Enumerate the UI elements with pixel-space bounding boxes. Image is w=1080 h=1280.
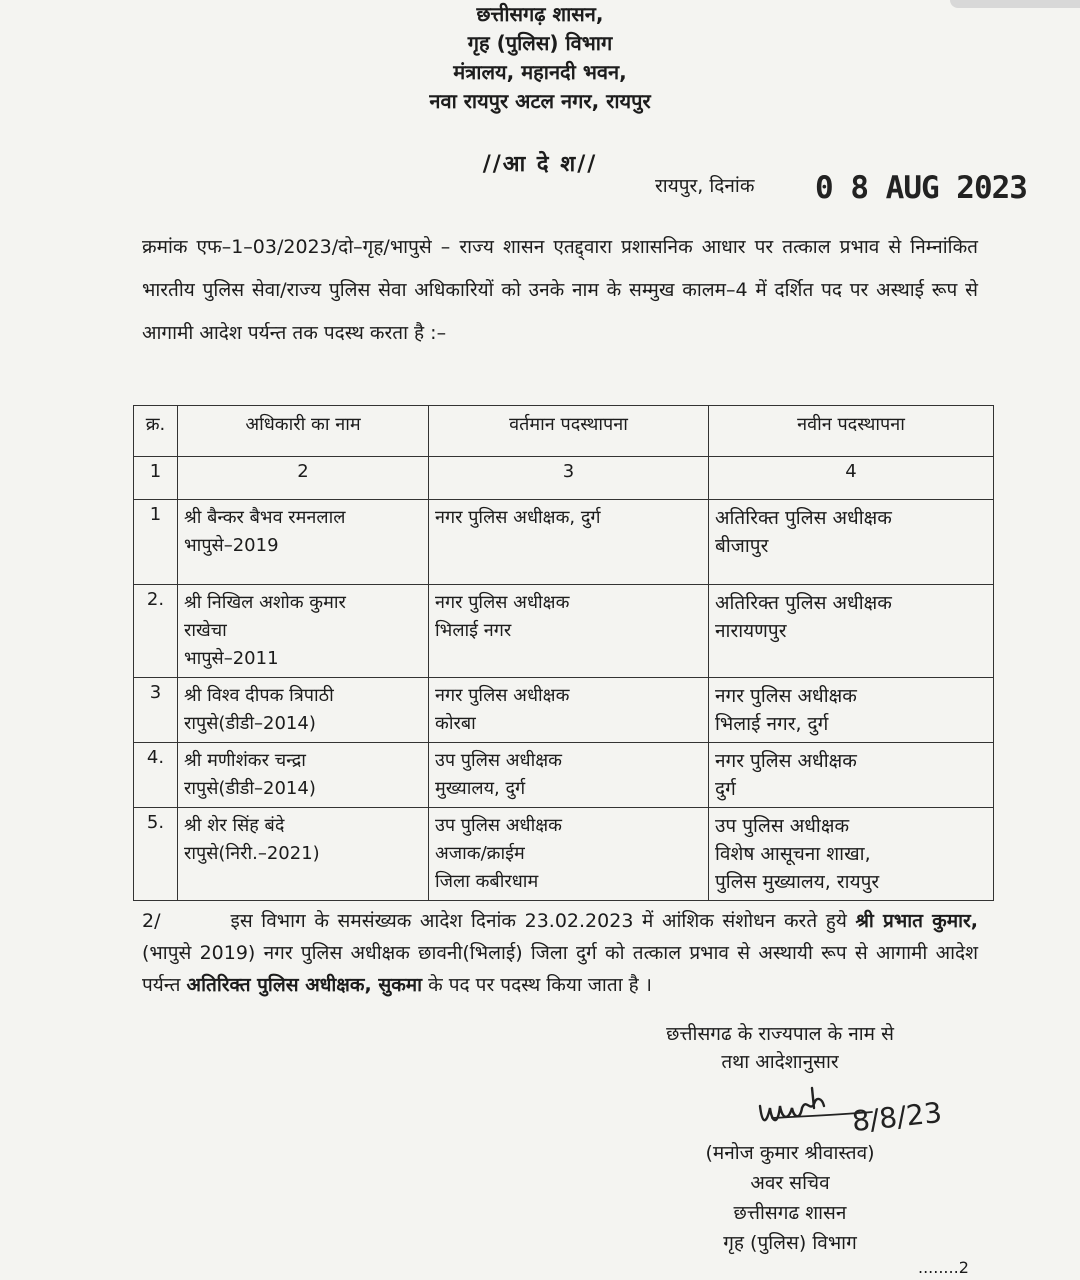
current-posting: उप पुलिस अधीक्षक bbox=[435, 815, 563, 836]
new-posting-cell bbox=[709, 808, 994, 901]
officer-service: भापुसे–2019 bbox=[184, 535, 279, 556]
new-posting-cell bbox=[709, 743, 994, 808]
authority-line: तथा आदेशानुसार bbox=[721, 1051, 839, 1073]
header-address: नवा रायपुर अटल नगर, रायपुर bbox=[429, 89, 651, 113]
new-posting: अतिरिक्त पुलिस अधीक्षक bbox=[715, 507, 892, 529]
handwritten-signature bbox=[752, 1078, 982, 1138]
order-paragraph-2 bbox=[142, 905, 978, 1001]
paragraph-text: के पद पर पदस्थ किया जाता है । bbox=[422, 974, 652, 996]
serial-number: 1 bbox=[134, 500, 178, 585]
photo-corner-shade bbox=[950, 0, 1080, 8]
table-row bbox=[134, 808, 994, 901]
officer-service: भापुसे–2011 bbox=[184, 648, 279, 669]
table-column-number-row bbox=[134, 457, 994, 500]
signature-date: 8/8/23 bbox=[850, 1095, 944, 1138]
officer-name: श्री विश्व दीपक त्रिपाठी bbox=[184, 685, 334, 706]
paragraph-number: 2/ bbox=[142, 910, 161, 932]
current-posting: नगर पुलिस अधीक्षक bbox=[435, 685, 570, 706]
new-posting-cell bbox=[709, 678, 994, 743]
current-posting-cell bbox=[429, 500, 709, 585]
column-number: 1 bbox=[134, 457, 178, 500]
new-posting-place: भिलाई नगर, दुर्ग bbox=[715, 713, 829, 735]
date-stamp: 0 8 AUG 2023 bbox=[815, 170, 1027, 206]
order-paragraph-1: क्रमांक एफ–1–03/2023/दो–गृह/भापुसे – राज्य शासन एतद्द्वारा प्रशासनिक आधार पर तत्काल प्रभाव से निम्नांकित भारतीय पुलिस सेवा/राज्य पुलिस सेवा अधिकारियों को उनके नाम के सम्मुख कालम–4 में दर्शित पद पर अस्थाई रूप से आगामी आदेश पर्यन्त तक पदस्थ करता है :– bbox=[142, 236, 978, 344]
paragraph-text: इस विभाग के समसंख्यक आदेश दिनांक 23.02.2023 में आंशिक संशोधन करते हुये bbox=[230, 910, 856, 932]
officer-service: रापुसे(डीडी–2014) bbox=[184, 778, 316, 799]
new-post-highlight: अतिरिक्त पुलिस अधीक्षक, सुकमा bbox=[186, 974, 423, 996]
officer-name-highlight: श्री प्रभात कुमार, bbox=[855, 910, 978, 932]
current-posting: उप पुलिस अधीक्षक bbox=[435, 750, 563, 771]
document-header bbox=[330, 0, 750, 116]
officer-designation: अवर सचिव bbox=[750, 1172, 830, 1194]
officer-name-cell bbox=[178, 678, 429, 743]
current-posting: नगर पुलिस अधीक्षक bbox=[435, 592, 570, 613]
header-ministry: मंत्रालय, महानदी भवन, bbox=[453, 60, 627, 84]
column-number: 4 bbox=[709, 457, 994, 500]
table-row bbox=[134, 678, 994, 743]
table-row bbox=[134, 585, 994, 678]
new-posting: उप पुलिस अधीक्षक bbox=[715, 815, 850, 837]
current-posting-place: कोरबा bbox=[435, 713, 476, 734]
serial-number: 5. bbox=[134, 808, 178, 901]
authority-line: छत्तीसगढ के राज्यपाल के नाम से bbox=[666, 1023, 894, 1045]
officer-name-cell bbox=[178, 808, 429, 901]
current-posting-cell bbox=[429, 808, 709, 901]
header-government: छत्तीसगढ़ शासन, bbox=[476, 2, 604, 26]
officer-full-name: (मनोज कुमार श्रीवास्तव) bbox=[705, 1142, 875, 1164]
header-new-posting: नवीन पदस्थापना bbox=[709, 406, 994, 457]
column-number: 3 bbox=[429, 457, 709, 500]
current-posting-place: जिला कबीरधाम bbox=[435, 871, 539, 892]
page-number: ........2 bbox=[918, 1258, 969, 1277]
serial-number: 2. bbox=[134, 585, 178, 678]
current-posting: नगर पुलिस अधीक्षक, दुर्ग bbox=[435, 507, 601, 528]
officer-name: श्री मणीशंकर चन्द्रा bbox=[184, 750, 306, 771]
officer-name: श्री निखिल अशोक कुमार bbox=[184, 592, 346, 613]
new-posting: नगर पुलिस अधीक्षक bbox=[715, 750, 857, 772]
table-row bbox=[134, 743, 994, 808]
current-posting-cell bbox=[429, 743, 709, 808]
officer-department: गृह (पुलिस) विभाग bbox=[723, 1232, 857, 1254]
officer-name-cell bbox=[178, 585, 429, 678]
officer-name-cont: राखेचा bbox=[184, 620, 227, 641]
new-posting-place: पुलिस मुख्यालय, रायपुर bbox=[715, 871, 880, 893]
paragraph-text: (भापुसे 2019) नगर पुलिस अधीक्षक छावनी(भिलाई) जिला दुर्ग को तत्काल प्रभाव से अस्थायी रूप से आगामी आदेश पर्यन्त bbox=[142, 942, 978, 996]
header-serial: क्र. bbox=[134, 406, 178, 457]
current-posting-cell bbox=[429, 585, 709, 678]
authority-block bbox=[615, 1020, 945, 1076]
new-posting: अतिरिक्त पुलिस अधीक्षक bbox=[715, 592, 892, 614]
serial-number: 4. bbox=[134, 743, 178, 808]
officer-service: रापुसे(डीडी–2014) bbox=[184, 713, 316, 734]
new-posting: नगर पुलिस अधीक्षक bbox=[715, 685, 857, 707]
column-number: 2 bbox=[178, 457, 429, 500]
officer-name: श्री बैन्कर बैभव रमनलाल bbox=[184, 507, 346, 528]
header-department: गृह (पुलिस) विभाग bbox=[467, 31, 613, 55]
serial-number: 3 bbox=[134, 678, 178, 743]
table-header-row bbox=[134, 406, 994, 457]
officer-name: श्री शेर सिंह बंदे bbox=[184, 815, 285, 836]
new-posting-place: बीजापुर bbox=[715, 535, 769, 557]
order-title: //आ दे श// bbox=[482, 152, 598, 177]
officer-organisation: छत्तीसगढ शासन bbox=[733, 1202, 847, 1224]
new-posting-unit: विशेष आसूचना शाखा, bbox=[715, 843, 871, 865]
new-posting-place: दुर्ग bbox=[715, 778, 736, 800]
new-posting-cell bbox=[709, 585, 994, 678]
officer-name-cell bbox=[178, 743, 429, 808]
header-current-posting: वर्तमान पदस्थापना bbox=[429, 406, 709, 457]
new-posting-cell bbox=[709, 500, 994, 585]
header-officer-name: अधिकारी का नाम bbox=[178, 406, 429, 457]
posting-table bbox=[133, 405, 994, 901]
new-posting-place: नारायणपुर bbox=[715, 620, 787, 642]
current-posting-unit: अजाक/क्राईम bbox=[435, 843, 525, 864]
current-posting-place: मुख्यालय, दुर्ग bbox=[435, 778, 526, 799]
current-posting-place: भिलाई नगर bbox=[435, 620, 512, 641]
current-posting-cell bbox=[429, 678, 709, 743]
officer-service: रापुसे(निरी.–2021) bbox=[184, 843, 320, 864]
table-row bbox=[134, 500, 994, 585]
officer-name-cell bbox=[178, 500, 429, 585]
signing-officer bbox=[660, 1138, 920, 1258]
date-label: रायपुर, दिनांक bbox=[655, 175, 755, 197]
